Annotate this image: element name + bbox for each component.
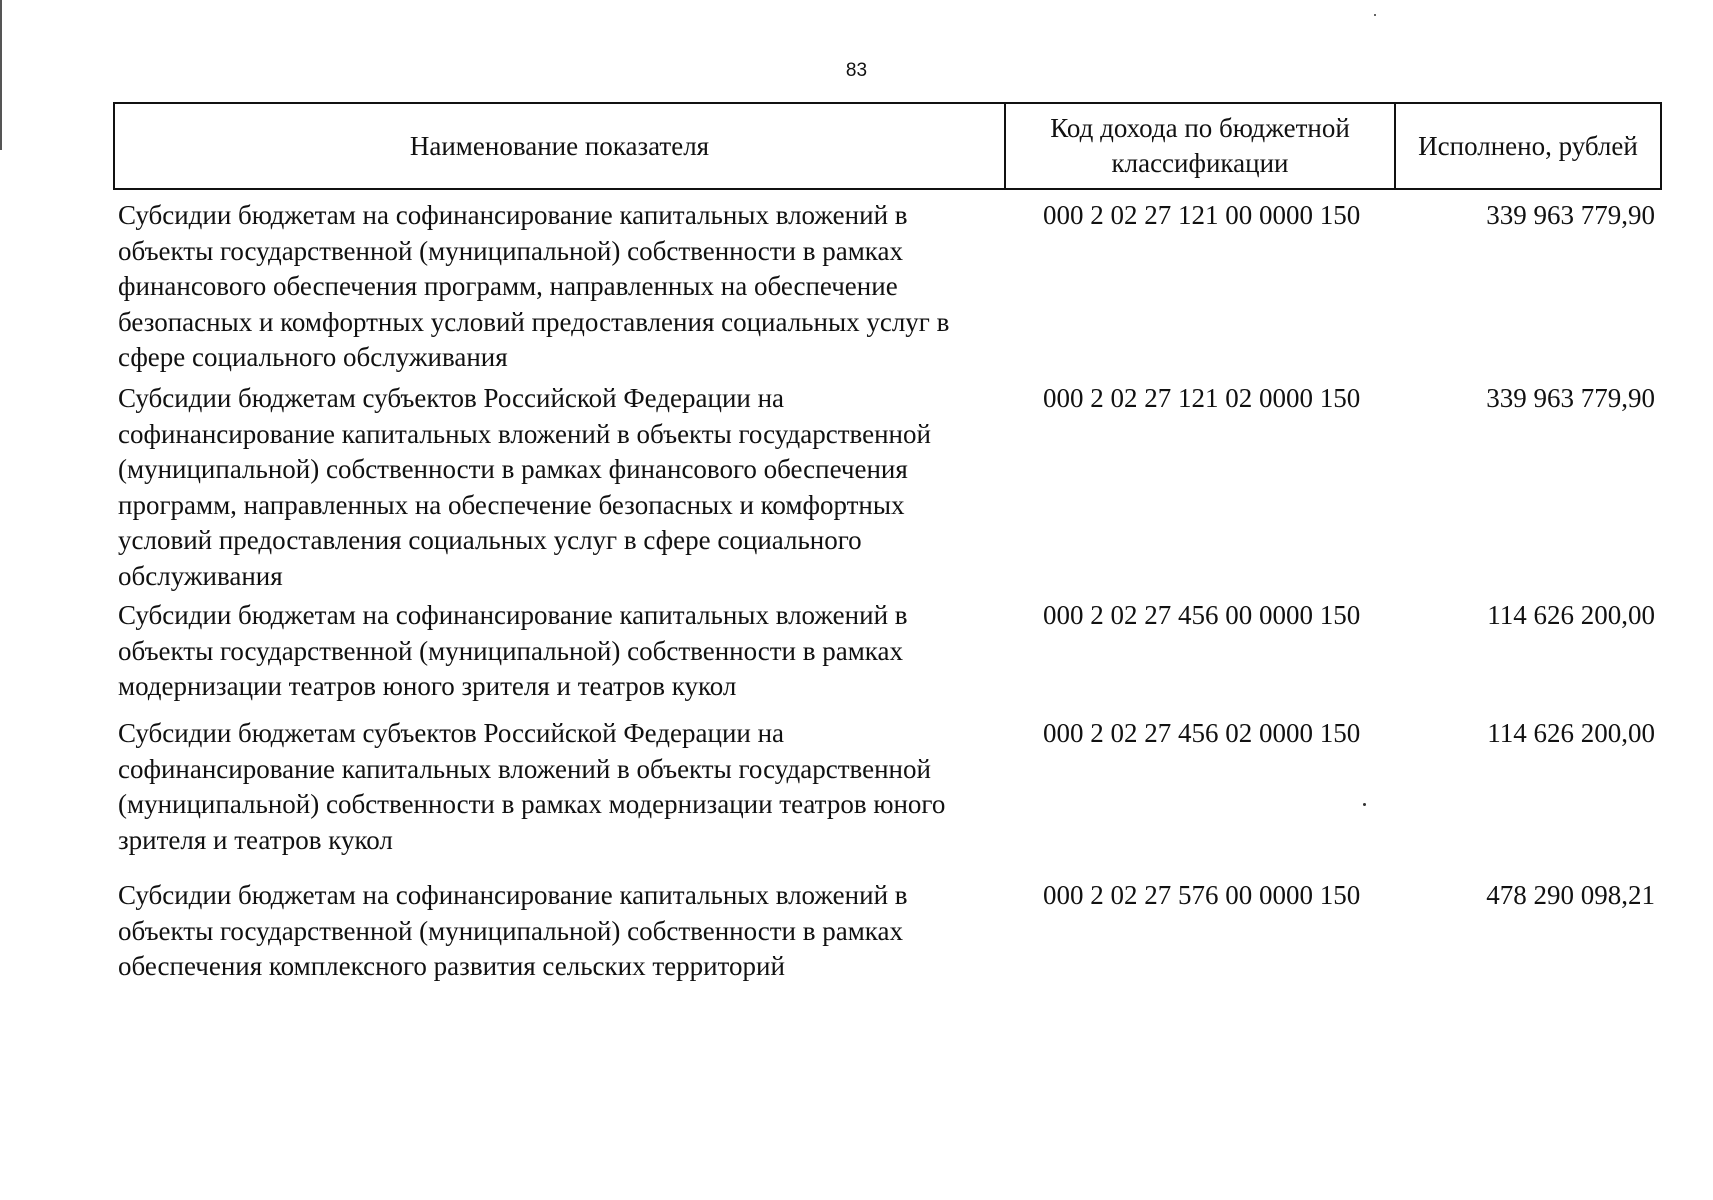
income-code-cell: 000 2 02 27 576 00 0000 150 [1043, 880, 1361, 910]
header-row [114, 103, 1661, 189]
budget-income-table [113, 102, 1662, 988]
table-body [114, 189, 1661, 988]
header-executed-amount: Исполнено, рублей [1395, 103, 1661, 189]
table-row [114, 189, 1661, 381]
table-header [114, 103, 1661, 189]
indicator-name-cell: Субсидии бюджетам субъектов Российской Федерации на софинансирование капитальных вложений в объекты государственной (муниципальной) собственности в рамках модернизации театров юного зрителя и театров кукол [118, 718, 946, 855]
executed-amount-cell: 478 290 098,21 [1486, 880, 1655, 910]
table-row [114, 598, 1661, 716]
executed-amount-cell: 339 963 779,90 [1486, 383, 1655, 413]
page-number: 83 [845, 60, 868, 81]
executed-amount-cell: 114 626 200,00 [1487, 600, 1655, 630]
header-income-code: Код дохода по бюджетной классификации [1005, 103, 1395, 189]
header-indicator-name: Наименование показателя [114, 103, 1005, 189]
indicator-name-cell: Субсидии бюджетам на софинансирование капитальных вложений в объекты государственной (муниципальной) собственности в рамках модернизации театров юного зрителя и театров кукол [118, 600, 908, 701]
table-row [114, 878, 1661, 988]
executed-amount-cell: 114 626 200,00 [1487, 718, 1655, 748]
indicator-name-cell: Субсидии бюджетам на софинансирование капитальных вложений в объекты государственной (муниципальной) собственности в рамках финансового обеспечения программ, направленных на обеспечение безопасных и комфортных условий предоставления социальных услуг в сфере социального обслуживания [118, 200, 950, 372]
table-row [114, 716, 1661, 878]
indicator-name-cell: Субсидии бюджетам субъектов Российской Федерации на софинансирование капитальных вложений в объекты государственной (муниципальной) собственности в рамках финансового обеспечения программ, направленных на обеспечение безопасных и комфортных условий предоставления социальных услуг в сфере социального обслуживания [118, 383, 931, 591]
income-code-cell: 000 2 02 27 121 02 0000 150 [1043, 383, 1361, 413]
indicator-name-cell: Субсидии бюджетам на софинансирование капитальных вложений в объекты государственной (муниципальной) собственности в рамках обеспечения комплексного развития сельских территорий [118, 880, 908, 981]
table-row [114, 381, 1661, 598]
income-code-cell: 000 2 02 27 121 00 0000 150 [1043, 200, 1361, 230]
scan-speck [1374, 14, 1376, 16]
scan-speck [1363, 803, 1366, 806]
executed-amount-cell: 339 963 779,90 [1486, 200, 1655, 230]
income-code-cell: 000 2 02 27 456 02 0000 150 [1043, 718, 1361, 748]
income-code-cell: 000 2 02 27 456 00 0000 150 [1043, 600, 1361, 630]
